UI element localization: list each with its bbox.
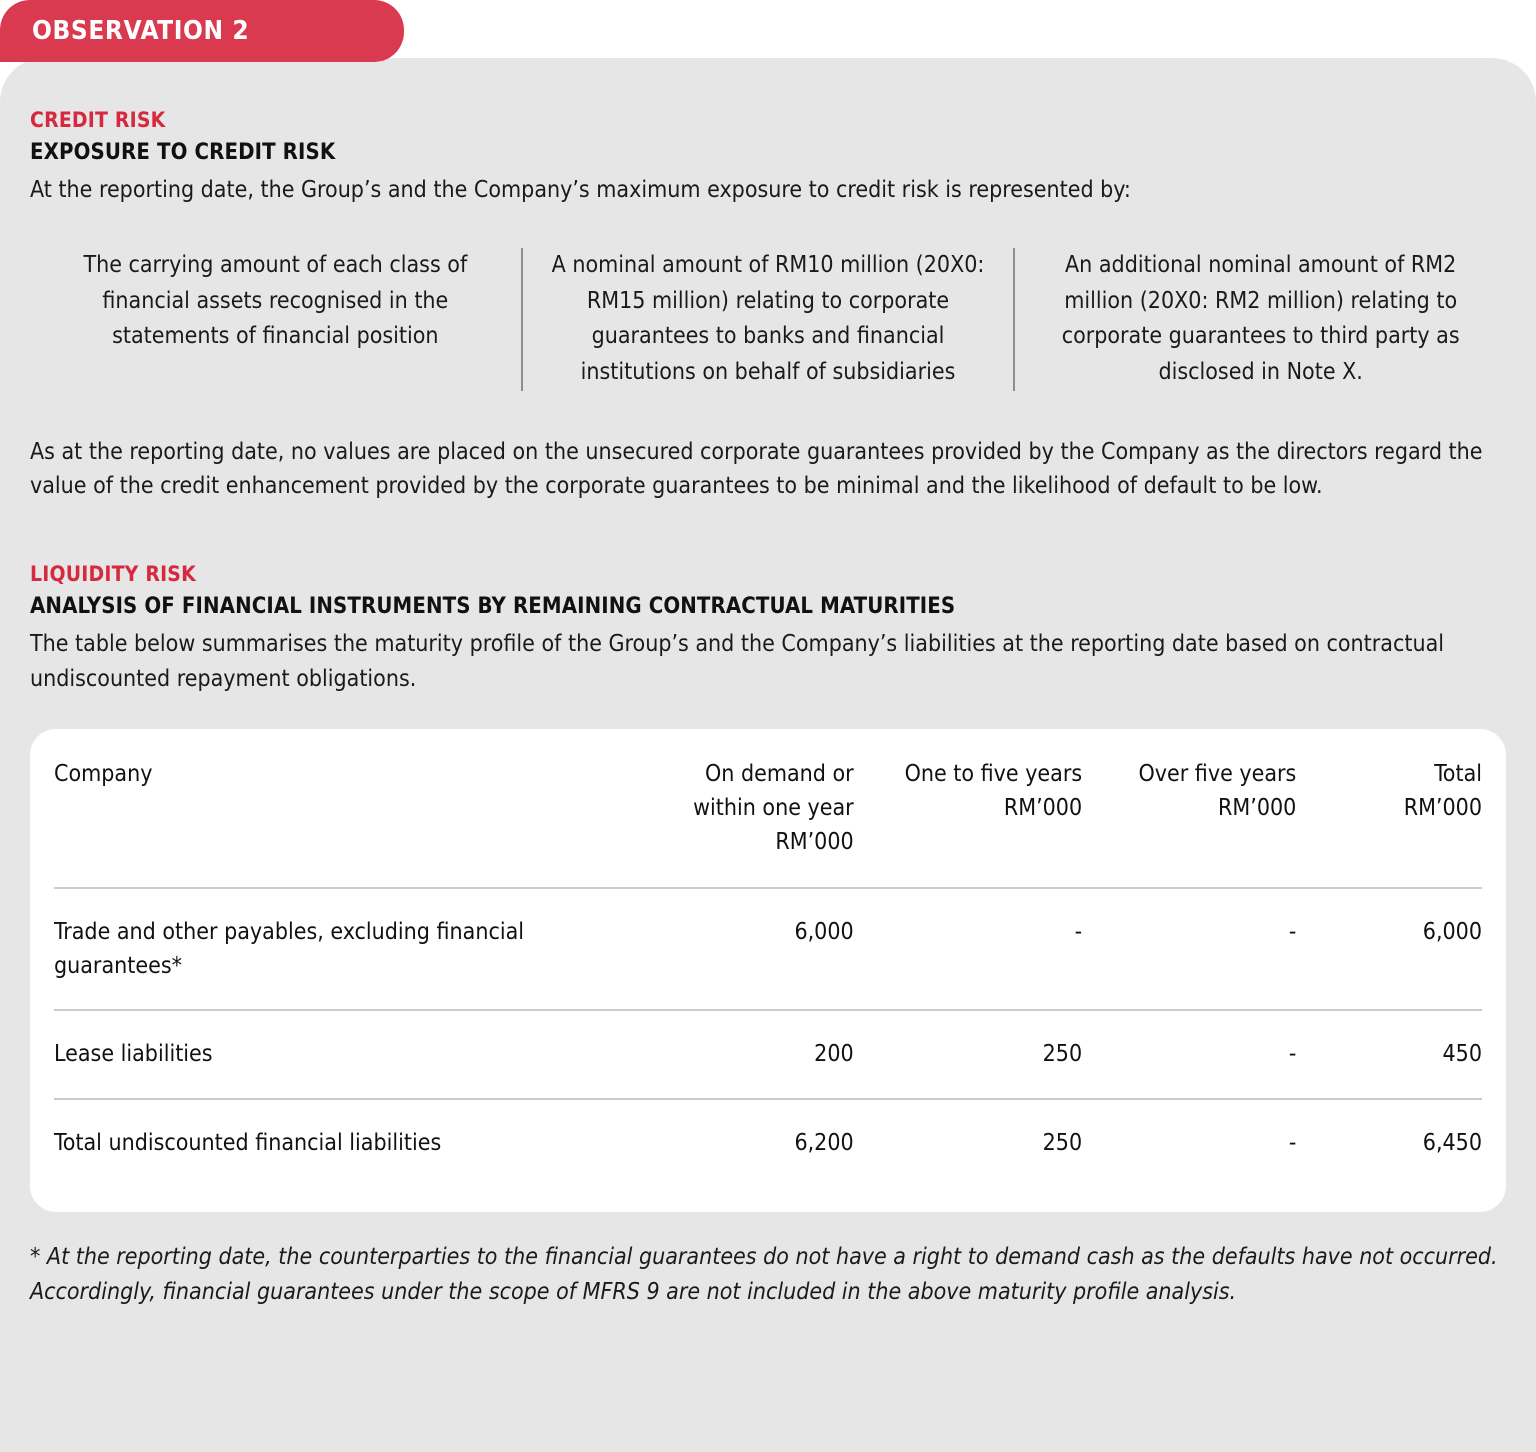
cell-on-demand: 6,200	[611, 1099, 854, 1186]
column-header-one-to-five-unit: RM’000	[1003, 795, 1083, 822]
credit-risk-intro: At the reporting date, the Group’s and the Company’s maximum exposure to credit risk is represented by:	[30, 177, 1131, 203]
maturity-table-head	[54, 757, 1482, 888]
credit-risk-columns	[30, 248, 1506, 391]
credit-risk-eyebrow: CREDIT RISK	[30, 108, 166, 132]
row-label: Lease liabilities	[54, 1010, 611, 1098]
table-row	[54, 1099, 1482, 1186]
cell-total: 6,450	[1296, 1099, 1482, 1186]
column-header-on-demand-line2: within one year	[693, 795, 854, 822]
cell-one-to-five: -	[1074, 919, 1083, 946]
maturity-table-body	[54, 888, 1482, 1185]
cell-one-to-five: 250	[854, 1099, 1082, 1186]
column-header-total-line1: Total	[1434, 761, 1482, 788]
table-row	[54, 888, 1482, 1010]
observation-banner	[0, 0, 404, 62]
credit-risk-section	[30, 58, 1506, 504]
liquidity-risk-eyebrow: LIQUIDITY RISK	[30, 562, 196, 587]
credit-risk-column-1: The carrying amount of each class of financial assets recognised in the statements of financial position	[83, 251, 468, 350]
liquidity-risk-subhead: ANALYSIS OF FINANCIAL INSTRUMENTS BY REMAINING CONTRACTUAL MATURITIES	[30, 594, 956, 620]
document-content	[0, 58, 1536, 1352]
table-header-row	[54, 757, 1482, 888]
table-footnote: * At the reporting date, the counterparties to the financial guarantees do not have a right to demand cash as the defaults have not occurred. Accordingly, financial guarantees under the scope of MFRS 9 are not included in the above maturity profile analysis.	[30, 1243, 1498, 1305]
column-header-on-demand-unit: RM’000	[775, 829, 854, 856]
maturity-table	[54, 757, 1482, 1185]
cell-over-five: -	[1288, 919, 1297, 946]
liquidity-risk-section	[30, 562, 1506, 697]
observation-banner-label: OBSERVATION 2	[32, 16, 250, 46]
column-header-total-unit: RM’000	[1403, 795, 1482, 822]
column-header-one-to-five-line1: One to five years	[904, 761, 1083, 788]
column-header-total	[1296, 757, 1482, 888]
maturity-table-card	[30, 729, 1506, 1211]
credit-risk-column-2: A nominal amount of RM10 million (20X0: RM15 million) relating to corporate guarantees to banks and financial institutions on behalf of subsidiaries	[521, 248, 1014, 391]
column-header-over-five-unit: RM’000	[1218, 795, 1297, 822]
cell-total: 450	[1296, 1010, 1482, 1098]
cell-total: 6,000	[1422, 919, 1482, 946]
column-header-on-demand-line1: On demand or	[705, 761, 854, 788]
table-row	[54, 1010, 1482, 1098]
cell-on-demand: 200	[611, 1010, 854, 1098]
column-header-company: Company	[54, 757, 611, 888]
credit-risk-column-3: An additional nominal amount of RM2 million (20X0: RM2 million) relating to corporate guarantees to third party as disclosed in Note X.	[1013, 248, 1506, 391]
cell-over-five: -	[1082, 1010, 1296, 1098]
column-header-on-demand	[611, 757, 854, 888]
row-label: Trade and other payables, excluding financial guarantees*	[54, 919, 524, 980]
column-header-over-five	[1082, 757, 1296, 888]
row-label: Total undiscounted financial liabilities	[54, 1099, 611, 1186]
credit-risk-paragraph: As at the reporting date, no values are placed on the unsecured corporate guarantees provided by the Company as the directors regard the value of the credit enhancement provided by the corporate guarantees to be minimal and the likelihood of default to be low.	[30, 438, 1483, 500]
column-header-one-to-five	[854, 757, 1082, 888]
liquidity-risk-intro: The table below summarises the maturity profile of the Group’s and the Company’s liabilities at the reporting date based on contractual undiscounted repayment obligations.	[30, 631, 1444, 693]
credit-risk-subhead: EXPOSURE TO CREDIT RISK	[30, 140, 336, 165]
cell-over-five: -	[1082, 1099, 1296, 1186]
cell-one-to-five: 250	[854, 1010, 1082, 1098]
cell-on-demand: 6,000	[794, 919, 854, 946]
column-header-over-five-line1: Over five years	[1138, 761, 1297, 788]
